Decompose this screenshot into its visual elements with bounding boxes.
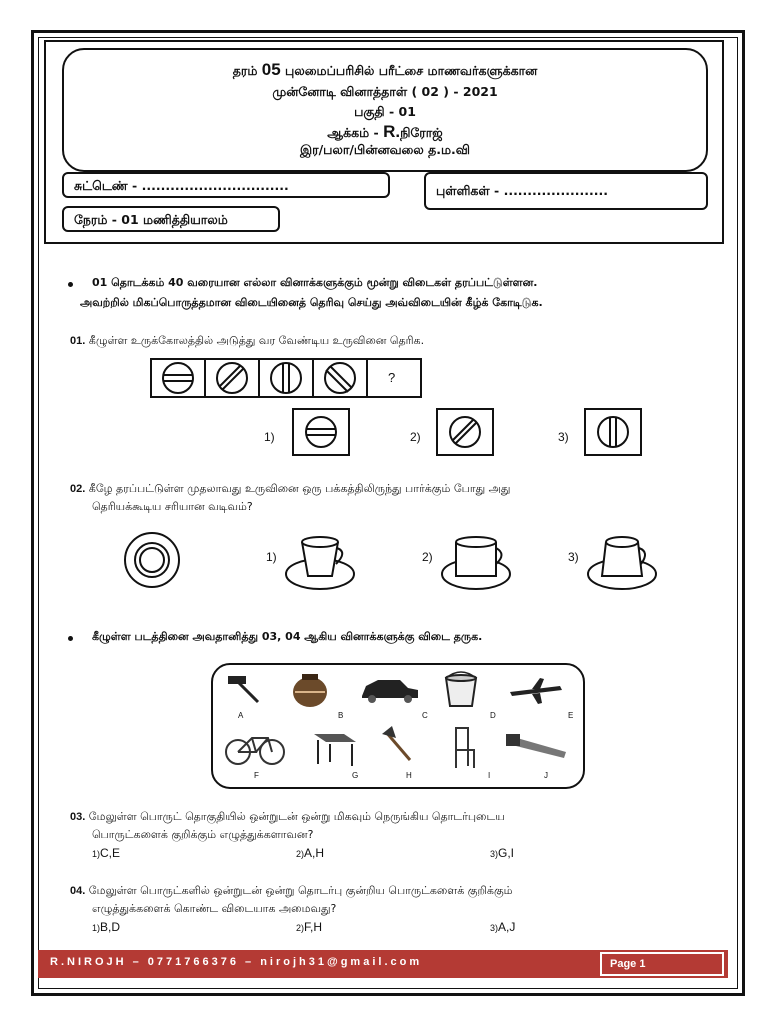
q2-question-1: கீழே தரப்பட்டுள்ள முதலாவது உருவினை ஒரு பக்கத்திலிருந்து பார்க்கும் போது அது (88, 482, 511, 495)
airplane-icon (510, 678, 562, 704)
title-grade: 05 (261, 60, 281, 79)
title-exam-name: புலமைப்பரிசில் பரீட்சை மாணவர்களுக்கான (285, 63, 538, 78)
q3-option-1[interactable]: 1)C,E (92, 846, 121, 860)
q4-text-line-1 (70, 882, 513, 900)
author-name: நிரோஜ் (400, 125, 443, 140)
q2-option-2-cup[interactable] (440, 534, 516, 594)
picture-label-a: A (238, 711, 244, 720)
q3-text-line-1 (70, 808, 505, 826)
picture-label-d: D (490, 711, 496, 720)
q4-option-1[interactable]: 1)B,D (92, 920, 121, 934)
bucket-icon (446, 672, 476, 706)
q3-number: 03. (70, 811, 86, 823)
picture-label-e: E (568, 711, 574, 720)
instruction-line-2: அவற்றில் மிகப்பொருத்தமான விடையினைத் தெரிவு செய்து அவ்விடையின் கீழ்க் கோடிடுக. (80, 296, 543, 309)
picture-label-c: C (422, 711, 428, 720)
q4-question-1: மேலுள்ள பொருட்களில் ஒன்றுடன் ஒன்று தொடர்பு குன்றிய பொருட்களைக் குறிக்கும் (88, 884, 513, 897)
q3-text-line-2: பொருட்களைக் குறிக்கும் எழுத்துக்களாவன? (92, 828, 314, 841)
picture-label-g: G (352, 771, 359, 780)
q1-text (70, 332, 424, 350)
car-icon (362, 680, 418, 703)
bullet-icon (68, 636, 73, 641)
q1-question: கீழுள்ள உருக்கோலத்தில் அடுத்து வர வேண்டிய உருவினை தெரிக. (88, 334, 425, 347)
title-line-5: இர/பலா/பின்னவலை த.ம.வி (299, 142, 471, 157)
bullet-icon (68, 282, 73, 287)
q2-option-3-cup[interactable] (586, 534, 662, 594)
table-icon (314, 734, 356, 766)
footer-page-number: Page 1 (600, 952, 724, 976)
q2-top-view-figure (122, 530, 184, 592)
q1-pattern-sequence (150, 358, 430, 400)
q3-option-3[interactable]: 3)G,I (490, 846, 515, 860)
objects-picture-panel (210, 662, 588, 792)
chair-icon (456, 728, 474, 768)
q1-option-3-figure[interactable] (584, 408, 644, 458)
q1-option-2-label[interactable]: 2) (410, 430, 421, 444)
q2-option-3-label[interactable]: 3) (568, 550, 579, 564)
picture-label-f: F (254, 771, 259, 780)
q2-option-1-cup[interactable] (284, 534, 360, 594)
q4-number: 04. (70, 885, 86, 897)
q1-option-1-figure[interactable] (292, 408, 352, 458)
q2-text-line-2: தெரியக்கூடிய சரியான வடிவம்? (92, 500, 253, 513)
hammer-icon (228, 676, 258, 702)
q3-question-1: மேலுள்ள பொருட் தொகுதியில் ஒன்றுடன் ஒன்று மிகவும் நெருங்கிய தொடர்புடைய (88, 810, 505, 823)
pot-icon (293, 674, 327, 707)
title-line-2: முன்னோடி வினாத்தாள் ( 02 ) - 2021 (272, 84, 498, 99)
q1-seq-shape-1 (163, 363, 193, 393)
q1-seq-shape-4 (325, 363, 355, 393)
q4-text-line-2: எழுத்துக்களைக் கொண்ட விடையாக அமைவது? (92, 902, 337, 915)
q4-option-2[interactable]: 2)F,H (296, 920, 323, 934)
footer-author-contact: R.NIROJH – 0771766376 – nirojh31@gmail.com (50, 956, 423, 968)
time-label: நேரம் - 01 மணித்தியாலம் (62, 206, 280, 232)
author-prefix: ஆக்கம் - (327, 125, 379, 140)
axe-icon (382, 726, 410, 760)
picture-label-i: I (488, 771, 491, 780)
marks-field[interactable]: புள்ளிகள் - ...................... (424, 172, 708, 210)
picture-label-b: B (338, 711, 344, 720)
bicycle-icon (226, 738, 284, 764)
index-number-field[interactable]: சுட்டெண் - ............................... (62, 172, 390, 198)
instruction-2: கீழுள்ள படத்தினை அவதானித்து 03, 04 ஆகிய வினாக்களுக்கு விடை தருக. (92, 630, 483, 643)
title-grade-prefix: தரம் (232, 63, 258, 78)
q2-number: 02. (70, 483, 86, 495)
q3-option-2[interactable]: 2)A,H (296, 846, 325, 860)
title-line-4 (62, 122, 708, 142)
picture-label-j: J (544, 771, 548, 780)
q1-seq-shape-2 (217, 363, 247, 393)
q1-seq-shape-3 (271, 363, 301, 393)
title-line-1 (62, 60, 708, 80)
q1-option-2-figure[interactable] (436, 408, 496, 458)
title-line-3: பகுதி - 01 (354, 104, 416, 119)
instruction-line-1: 01 தொடக்கம் 40 வரையான எல்லா வினாக்களுக்கும் மூன்று விடைகள் தரப்பட்டுள்ளன. (92, 276, 538, 289)
author-initial: R. (383, 122, 401, 141)
q1-blank: ? (388, 370, 396, 385)
q1-option-3-label[interactable]: 3) (558, 430, 569, 444)
q2-text-line-1 (70, 480, 510, 498)
saw-icon (506, 734, 566, 758)
q4-option-3[interactable]: 3)A,J (490, 920, 516, 934)
q2-option-2-label[interactable]: 2) (422, 550, 433, 564)
picture-label-h: H (406, 771, 412, 780)
q2-option-1-label[interactable]: 1) (266, 550, 277, 564)
q1-number: 01. (70, 335, 86, 347)
q1-option-1-label[interactable]: 1) (264, 430, 275, 444)
